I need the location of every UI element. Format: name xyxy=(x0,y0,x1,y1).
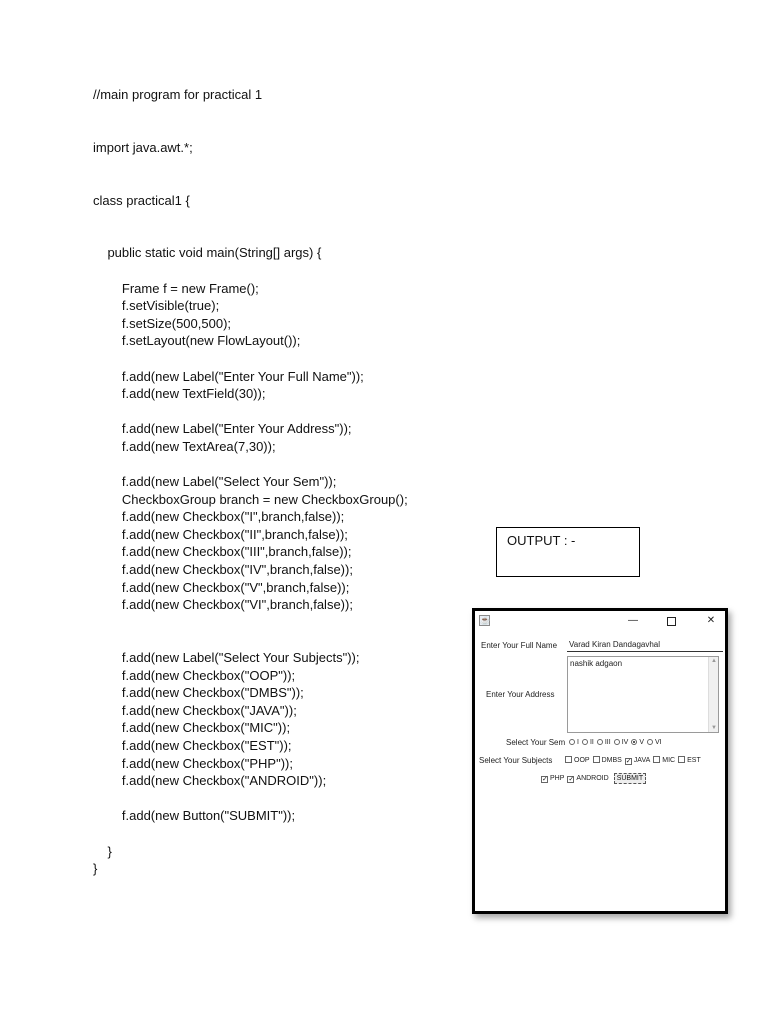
code-line: f.add(new Checkbox("IV",branch,false)); xyxy=(93,562,353,578)
sem-option-i[interactable] xyxy=(569,739,579,746)
code-line xyxy=(93,631,408,649)
title-bar[interactable] xyxy=(475,611,725,633)
code-line: public static void main(String[] args) { xyxy=(93,245,322,261)
full-name-label: Enter Your Full Name xyxy=(481,641,558,650)
sem-radio-group xyxy=(569,737,665,746)
code-line: f.add(new Checkbox("V",branch,false)); xyxy=(93,579,350,595)
code-line: f.add(new Checkbox("MIC")); xyxy=(93,720,291,736)
code-line xyxy=(93,825,408,843)
code-line xyxy=(93,104,408,122)
code-line xyxy=(93,262,408,280)
subject-dmbs[interactable] xyxy=(593,756,622,764)
code-line xyxy=(93,790,408,808)
code-line: f.setLayout(new FlowLayout()); xyxy=(93,333,301,349)
code-line xyxy=(93,614,408,632)
sem-option-v[interactable] xyxy=(631,739,644,746)
subject-label: DMBS xyxy=(601,757,622,764)
output-label-box xyxy=(496,527,640,577)
code-line: f.add(new Checkbox("II",branch,false)); xyxy=(93,526,348,542)
subject-label: JAVA xyxy=(633,757,651,764)
code-line: f.add(new Checkbox("PHP")); xyxy=(93,755,293,771)
checkbox-icon[interactable] xyxy=(565,756,572,763)
code-line xyxy=(93,403,408,421)
checkbox-checked-icon[interactable]: ✓ xyxy=(542,776,548,783)
code-line: f.add(new Checkbox("OOP")); xyxy=(93,667,296,683)
checkbox-checked-icon[interactable]: ✓ xyxy=(568,776,575,783)
sem-option-label: I xyxy=(577,739,579,746)
code-line: f.setVisible(true); xyxy=(93,298,220,314)
code-line: f.add(new TextArea(7,30)); xyxy=(93,438,276,454)
subject-java[interactable] xyxy=(625,757,650,765)
minimize-icon[interactable]: — xyxy=(628,615,638,626)
sem-option-iii[interactable] xyxy=(597,739,611,746)
subjects-row-2 xyxy=(541,773,646,784)
code-line: import java.awt.*; xyxy=(93,139,193,155)
sem-option-label: IV xyxy=(621,739,629,746)
radio-icon[interactable] xyxy=(597,739,603,745)
subject-label: EST xyxy=(687,757,701,764)
code-line: f.add(new Checkbox("DMBS")); xyxy=(93,685,304,701)
radio-selected-icon[interactable] xyxy=(631,739,637,745)
code-line xyxy=(93,174,408,192)
java-app-icon[interactable]: ☕ xyxy=(480,616,490,625)
submit-button[interactable]: SUBMIT xyxy=(614,773,646,784)
subjects-row-1 xyxy=(565,756,704,765)
code-line: CheckboxGroup branch = new CheckboxGroup(); xyxy=(93,491,408,507)
subject-label: ANDROID xyxy=(576,775,609,782)
code-line: class practical1 { xyxy=(93,192,190,208)
code-listing xyxy=(93,86,408,878)
subject-oop[interactable] xyxy=(565,756,590,764)
checkbox-icon[interactable] xyxy=(678,756,685,763)
code-line: f.add(new Label("Enter Your Address")); xyxy=(93,421,352,437)
subject-php[interactable] xyxy=(541,775,564,783)
code-line xyxy=(93,156,408,174)
code-line: f.add(new Checkbox("EST")); xyxy=(93,737,292,753)
address-textarea[interactable] xyxy=(567,656,719,733)
sem-option-label: III xyxy=(604,739,611,746)
radio-icon[interactable] xyxy=(647,739,653,745)
code-line: } xyxy=(93,861,98,877)
address-text: nashik adgaon xyxy=(570,659,623,668)
sem-label: Select Your Sem xyxy=(506,738,566,747)
sem-option-label: VI xyxy=(654,739,662,746)
sem-option-iv[interactable] xyxy=(614,739,629,746)
address-label: Enter Your Address xyxy=(486,690,555,699)
code-line: f.add(new Label("Select Your Sem")); xyxy=(93,474,337,490)
close-icon[interactable]: ✕ xyxy=(706,615,716,626)
subject-mic[interactable] xyxy=(653,756,675,764)
checkbox-icon[interactable] xyxy=(653,756,660,763)
scroll-up-icon[interactable]: ▲ xyxy=(711,658,717,664)
code-line xyxy=(93,350,408,368)
subject-label: OOP xyxy=(574,757,590,764)
code-line: f.add(new Button("SUBMIT")); xyxy=(93,808,296,824)
awt-frame-window xyxy=(472,608,728,914)
code-line xyxy=(93,227,408,245)
code-line: } xyxy=(93,843,112,859)
code-line: f.setSize(500,500); xyxy=(93,315,232,331)
subject-est[interactable] xyxy=(678,756,701,764)
code-line: f.add(new Label("Enter Your Full Name")); xyxy=(93,368,364,384)
code-line: Frame f = new Frame(); xyxy=(93,280,259,296)
code-line: //main program for practical 1 xyxy=(93,87,263,102)
sem-option-ii[interactable] xyxy=(582,739,594,746)
output-label: OUTPUT : - xyxy=(507,533,576,548)
sem-option-vi[interactable] xyxy=(647,739,662,746)
code-line: f.add(new Checkbox("III",branch,false)); xyxy=(93,544,352,560)
radio-icon[interactable] xyxy=(582,739,588,745)
subject-label: MIC xyxy=(662,757,676,764)
checkbox-checked-icon[interactable]: ✓ xyxy=(625,758,632,765)
code-line xyxy=(93,121,408,139)
code-line: f.add(new Checkbox("VI",branch,false)); xyxy=(93,597,353,613)
subject-label: PHP xyxy=(550,775,565,782)
code-line: f.add(new TextField(30)); xyxy=(93,386,266,402)
subjects-label: Select Your Subjects xyxy=(479,756,553,765)
code-line: f.add(new Checkbox("ANDROID")); xyxy=(93,773,327,789)
address-scrollbar[interactable] xyxy=(708,657,718,732)
code-line: f.add(new Checkbox("I",branch,false)); xyxy=(93,509,345,525)
code-line: f.add(new Checkbox("JAVA")); xyxy=(93,702,297,718)
subject-android[interactable] xyxy=(567,775,608,783)
sem-option-label: II xyxy=(589,739,594,746)
checkbox-icon[interactable] xyxy=(593,756,600,763)
radio-icon[interactable] xyxy=(569,739,575,745)
full-name-field[interactable] xyxy=(567,638,723,652)
code-line: f.add(new Label("Select Your Subjects")); xyxy=(93,650,360,665)
code-line xyxy=(93,209,408,227)
maximize-icon[interactable] xyxy=(661,614,681,628)
sem-option-label: V xyxy=(639,739,644,746)
radio-icon[interactable] xyxy=(614,739,620,745)
code-line xyxy=(93,455,408,473)
scroll-down-icon[interactable]: ▼ xyxy=(711,725,717,731)
